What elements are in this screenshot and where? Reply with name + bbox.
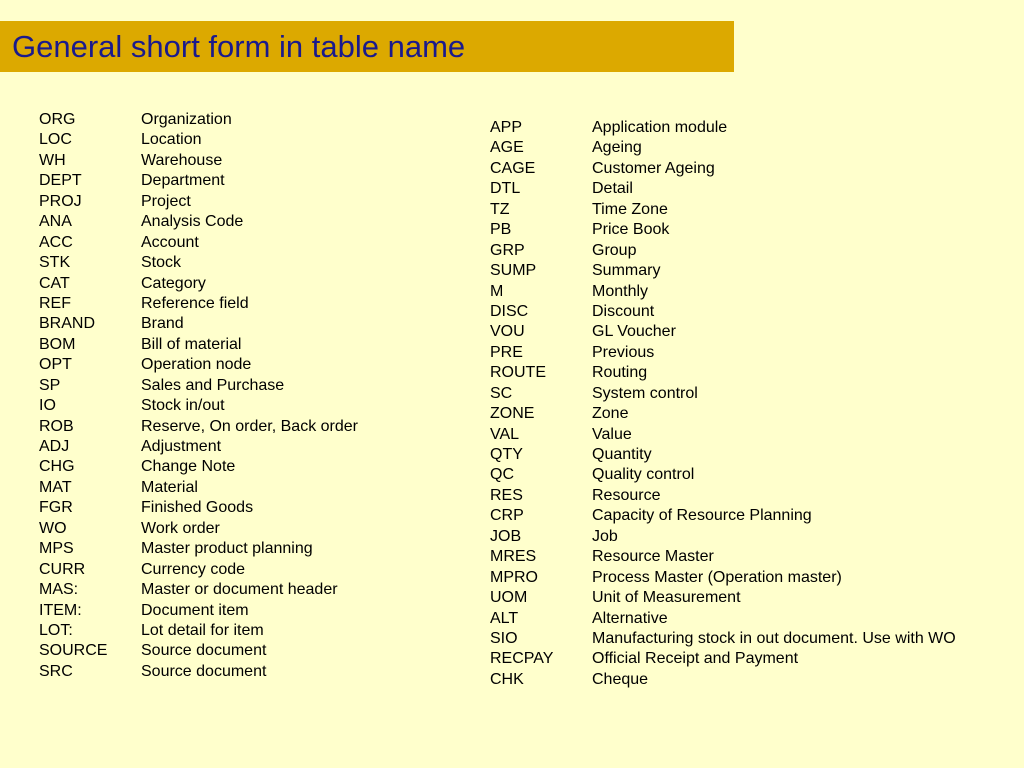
table-row xyxy=(39,171,358,191)
table-row xyxy=(490,343,956,363)
abbreviation-meaning: Organization xyxy=(141,111,232,128)
abbreviation-code: REF xyxy=(39,294,71,312)
abbreviation-code: SRC xyxy=(39,662,73,680)
abbreviation-code: ZONE xyxy=(490,405,535,423)
table-row xyxy=(39,601,358,621)
abbreviation-meaning: Price Book xyxy=(592,221,670,239)
table-row xyxy=(490,527,956,547)
abbreviation-code: BOM xyxy=(39,335,76,353)
table-row xyxy=(39,621,358,641)
table-row xyxy=(490,384,956,404)
abbreviation-code: CRP xyxy=(490,507,524,525)
abbreviation-meaning: Adjustment xyxy=(141,438,222,455)
abbreviation-code: CAGE xyxy=(490,159,536,177)
abbreviation-code: UOM xyxy=(490,589,528,607)
table-row xyxy=(39,233,358,253)
abbreviation-meaning: Quantity xyxy=(592,446,652,463)
abbreviation-meaning: Change Note xyxy=(141,458,236,476)
table-row xyxy=(39,641,358,661)
table-row xyxy=(39,192,358,212)
abbreviation-code: VAL xyxy=(490,425,520,443)
table-row xyxy=(39,478,358,498)
abbreviation-code: ANA xyxy=(39,213,72,231)
abbreviation-meaning: Reference field xyxy=(141,294,249,312)
table-row xyxy=(490,568,956,588)
abbreviation-meaning: Work order xyxy=(141,519,220,537)
abbreviation-meaning: Official Receipt and Payment xyxy=(592,650,799,668)
abbreviation-meaning: Source document xyxy=(141,642,267,660)
abbreviation-meaning: Account xyxy=(141,233,199,251)
abbreviation-meaning: Analysis Code xyxy=(141,213,244,231)
table-row xyxy=(39,335,358,355)
abbreviation-meaning: Resource xyxy=(592,486,661,504)
table-row xyxy=(490,322,956,342)
table-row xyxy=(490,363,956,383)
abbreviation-code: SUMP xyxy=(490,262,537,280)
abbreviation-code: ROUTE xyxy=(490,364,546,382)
abbreviation-code: CURR xyxy=(39,560,86,578)
abbreviation-meaning: Warehouse xyxy=(141,151,223,169)
abbreviation-code: STK xyxy=(39,254,71,272)
abbreviation-code: M xyxy=(490,282,504,300)
abbreviation-code: APP xyxy=(490,119,523,136)
abbreviation-meaning: Job xyxy=(592,527,618,545)
abbreviation-code: IO xyxy=(39,397,56,415)
abbreviation-meaning: Ageing xyxy=(592,139,642,157)
right-abbreviation-table xyxy=(490,118,956,690)
abbreviation-code: QC xyxy=(490,466,514,484)
abbreviation-code: MPRO xyxy=(490,568,538,586)
abbreviation-code: DEPT xyxy=(39,172,82,190)
table-row xyxy=(39,376,358,396)
table-row xyxy=(490,220,956,240)
abbreviation-code: DTL xyxy=(490,180,521,198)
abbreviation-code: LOT: xyxy=(39,621,73,639)
abbreviation-meaning: Location xyxy=(141,131,202,149)
abbreviation-meaning: Cheque xyxy=(592,670,649,688)
abbreviation-code: MRES xyxy=(490,548,537,566)
abbreviation-meaning: Summary xyxy=(592,262,661,280)
table-row xyxy=(39,396,358,416)
abbreviation-meaning: Alternative xyxy=(592,609,668,627)
table-row xyxy=(490,486,956,506)
abbreviation-meaning: Stock in/out xyxy=(141,397,225,415)
abbreviation-meaning: Unit of Measurement xyxy=(592,589,741,607)
table-row xyxy=(39,498,358,518)
abbreviation-meaning: Capacity of Resource Planning xyxy=(592,507,812,525)
table-row xyxy=(39,294,358,314)
table-row xyxy=(490,547,956,567)
abbreviation-meaning: Previous xyxy=(592,343,655,361)
abbreviation-meaning: Value xyxy=(592,425,632,443)
abbreviation-code: VOU xyxy=(490,323,525,341)
title-bar xyxy=(0,21,734,72)
abbreviation-code: PB xyxy=(490,221,512,239)
abbreviation-meaning: Brand xyxy=(141,315,184,333)
abbreviation-code: LOC xyxy=(39,131,72,149)
table-row xyxy=(39,437,358,457)
table-row xyxy=(490,425,956,445)
abbreviation-meaning: Department xyxy=(141,172,225,190)
table-row xyxy=(490,588,956,608)
table-row xyxy=(490,445,956,465)
table-row xyxy=(39,662,358,682)
table-row xyxy=(490,629,956,649)
abbreviation-meaning: System control xyxy=(592,384,698,402)
abbreviation-code: SP xyxy=(39,376,61,394)
abbreviation-meaning: Source document xyxy=(141,662,267,680)
abbreviation-code: ACC xyxy=(39,233,73,251)
abbreviation-code: MPS xyxy=(39,540,74,558)
table-row xyxy=(490,159,956,179)
abbreviation-meaning: Material xyxy=(141,478,198,496)
abbreviation-meaning: Operation node xyxy=(141,356,252,374)
abbreviation-meaning: Manufacturing stock in out document. Use with WO xyxy=(592,629,956,647)
abbreviation-code: RECPAY xyxy=(490,650,554,668)
abbreviation-meaning: Document item xyxy=(141,601,249,619)
abbreviation-code: FGR xyxy=(39,499,73,517)
abbreviation-code: WH xyxy=(39,151,66,169)
table-row xyxy=(490,404,956,424)
abbreviation-meaning: Detail xyxy=(592,180,633,198)
abbreviation-code: MAS: xyxy=(39,581,79,599)
abbreviation-meaning: Reserve, On order, Back order xyxy=(141,417,358,435)
abbreviation-code: JOB xyxy=(490,527,522,545)
abbreviation-code: ALT xyxy=(490,609,519,627)
table-row xyxy=(490,200,956,220)
abbreviation-meaning: Project xyxy=(141,192,191,210)
table-row xyxy=(490,506,956,526)
table-row xyxy=(490,609,956,629)
abbreviation-meaning: Master product planning xyxy=(141,540,313,558)
abbreviation-meaning: Discount xyxy=(592,302,655,320)
abbreviation-meaning: Quality control xyxy=(592,466,695,484)
table-row xyxy=(39,110,358,130)
abbreviation-code: AGE xyxy=(490,139,524,157)
table-row xyxy=(39,539,358,559)
table-row xyxy=(490,302,956,322)
abbreviation-meaning: Master or document header xyxy=(141,581,338,599)
table-row xyxy=(490,649,956,669)
table-row xyxy=(39,212,358,232)
abbreviation-meaning: Routing xyxy=(592,364,648,382)
abbreviation-meaning: Time Zone xyxy=(592,200,668,218)
abbreviation-code: PRE xyxy=(490,343,523,361)
abbreviation-meaning: Category xyxy=(141,274,206,292)
abbreviation-meaning: Sales and Purchase xyxy=(141,376,285,394)
table-row xyxy=(39,314,358,334)
table-row xyxy=(39,253,358,273)
abbreviation-code: SOURCE xyxy=(39,642,108,660)
abbreviation-meaning: Monthly xyxy=(592,282,649,300)
abbreviation-meaning: Zone xyxy=(592,405,629,423)
table-row xyxy=(490,118,956,138)
table-row xyxy=(490,282,956,302)
abbreviation-code: PROJ xyxy=(39,192,82,210)
abbreviation-code: ADJ xyxy=(39,438,70,455)
abbreviation-meaning: GL Voucher xyxy=(592,323,676,341)
abbreviation-meaning: Application module xyxy=(592,119,728,136)
table-row xyxy=(39,457,358,477)
abbreviation-code: QTY xyxy=(490,446,523,463)
abbreviation-meaning: Resource Master xyxy=(592,548,714,566)
abbreviation-code: CHG xyxy=(39,458,75,476)
abbreviation-code: TZ xyxy=(490,200,510,218)
table-row xyxy=(490,241,956,261)
abbreviation-meaning: Stock xyxy=(141,254,182,272)
abbreviation-code: BRAND xyxy=(39,315,96,333)
table-row xyxy=(490,179,956,199)
abbreviation-code: MAT xyxy=(39,478,72,496)
table-row xyxy=(39,274,358,294)
table-row xyxy=(490,138,956,158)
table-row xyxy=(39,417,358,437)
page-title: General short form in table name xyxy=(12,29,466,64)
left-abbreviation-table xyxy=(39,110,358,682)
table-row xyxy=(490,261,956,281)
abbreviation-code: CHK xyxy=(490,670,524,688)
table-row xyxy=(39,355,358,375)
table-row xyxy=(39,560,358,580)
table-row xyxy=(39,151,358,171)
abbreviation-meaning: Bill of material xyxy=(141,335,242,353)
abbreviation-meaning: Customer Ageing xyxy=(592,159,715,177)
table-row xyxy=(39,519,358,539)
abbreviation-code: ORG xyxy=(39,111,76,128)
abbreviation-code: CAT xyxy=(39,274,70,292)
table-row xyxy=(490,465,956,485)
abbreviation-meaning: Finished Goods xyxy=(141,499,254,517)
abbreviation-code: ROB xyxy=(39,417,74,435)
table-row xyxy=(490,670,956,690)
abbreviation-meaning: Lot detail for item xyxy=(141,621,264,639)
abbreviation-code: DISC xyxy=(490,302,529,320)
abbreviation-code: GRP xyxy=(490,241,525,259)
abbreviation-meaning: Group xyxy=(592,241,637,259)
table-row xyxy=(39,580,358,600)
abbreviation-code: ITEM: xyxy=(39,601,82,619)
abbreviation-code: SIO xyxy=(490,629,518,647)
abbreviation-code: OPT xyxy=(39,356,72,374)
abbreviation-code: RES xyxy=(490,486,523,504)
abbreviation-code: WO xyxy=(39,519,67,537)
abbreviation-code: SC xyxy=(490,384,513,402)
table-row xyxy=(39,130,358,150)
abbreviation-meaning: Process Master (Operation master) xyxy=(592,568,842,586)
abbreviation-meaning: Currency code xyxy=(141,560,246,578)
